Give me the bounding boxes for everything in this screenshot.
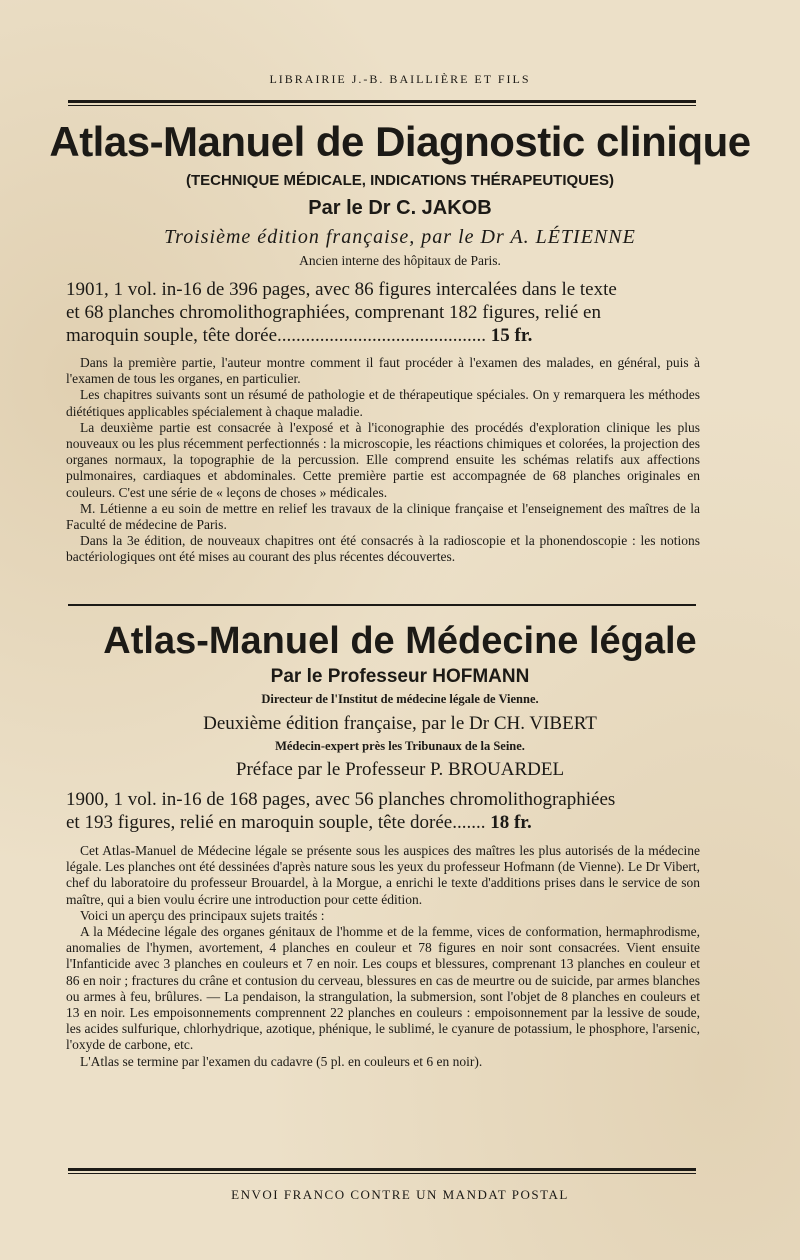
book2-price: 18 fr. — [490, 812, 532, 833]
book2-publication-details — [66, 788, 700, 834]
book2-paragraph: L'Atlas se termine par l'examen du cadavre (5 pl. en couleurs et 6 en noir). — [80, 1053, 483, 1069]
book2-editor-note: Médecin-expert près les Tribunaux de la Seine. — [275, 739, 525, 753]
book2-edition: Deuxième édition française, par le Dr CH. VIBERT — [203, 713, 597, 734]
book1-subtitle: (TECHNIQUE MÉDICALE, INDICATIONS THÉRAPEUTIQUES) — [185, 172, 615, 189]
section-divider — [68, 604, 696, 606]
book1-author: Par le Dr C. JAKOB — [308, 197, 492, 219]
book1-description — [66, 355, 700, 566]
bottom-rule-thin — [68, 1173, 696, 1174]
book1-paragraph: Les chapitres suivants sont un résumé de pathologie et de thérapeutique spéciales. On y remarquera les méthodes diététiques applicables spécialement à chaque maladie. — [66, 387, 700, 419]
book1-paragraph: La deuxième partie est consacrée à l'exposé et à l'iconographie des procédés d'exploration clinique les plus nouveaux ou les plus récemment perfectionnés : la microscopie, les réactions chimiques et colorées, la projection des organes normaux, la topographie de la percussion. Elle comprend ensuite les schémas relatifs aux affections pulmonaires, cardiaques et abdominales. Cette première partie est accompagnée de 68 planches originales en couleurs. C'est une série de « leçons de choses » médicales. — [66, 419, 700, 500]
book2-author-note: Directeur de l'Institut de médecine légale de Vienne. — [261, 692, 539, 706]
book2-paragraph: Voici un aperçu des principaux sujets traités : — [80, 907, 325, 923]
book2-title: Atlas-Manuel de Médecine légale — [103, 620, 697, 662]
book1-leader-dots: ............................................ — [277, 325, 487, 346]
book2-preface: Préface par le Professeur P. BROUARDEL — [235, 759, 565, 780]
book1-title: Atlas-Manuel de Diagnostic clinique — [49, 118, 751, 165]
book2-pub-line2-row — [66, 811, 700, 834]
book1-pub-line3: maroquin souple, tête dorée — [66, 325, 278, 346]
footer-note: ENVOI FRANCO CONTRE UN MANDAT POSTAL — [231, 1187, 569, 1202]
book1-edition: Troisième édition française, par le Dr A. LÉTIENNE — [164, 226, 636, 248]
top-rule — [68, 100, 696, 103]
book2-leader-dots: ....... — [452, 812, 486, 833]
book1-publication-details — [66, 278, 700, 347]
book1-paragraph: Dans la première partie, l'auteur montre comment il faut procéder à l'examen des malades, en général, puis à l'examen de tous les organes, en particulier. — [66, 355, 700, 387]
book2-pub-line2: et 193 figures, relié en maroquin souple, tête dorée — [66, 812, 453, 833]
book1-pub-line2: et 68 planches chromolithographiées, comprenant 182 figures, relié en — [66, 302, 601, 323]
publisher-header: LIBRAIRIE J.-B. BAILLIÈRE ET FILS — [269, 72, 531, 86]
top-rule-thin — [68, 105, 696, 106]
book1-pub-line1: 1901, 1 vol. in-16 de 396 pages, avec 86 figures intercalées dans le texte — [66, 279, 617, 300]
book2-description — [66, 843, 700, 1070]
bottom-rule — [68, 1168, 696, 1171]
book1-paragraph: Dans la 3e édition, de nouveaux chapitres ont été consacrés à la radioscopie et la phonendoscopie : les notions bactériologiques ont été mises au courant des plus récentes découvertes. — [66, 533, 700, 565]
book1-editor-note: Ancien interne des hôpitaux de Paris. — [299, 253, 501, 268]
book1-pub-line3-row — [66, 324, 700, 347]
book1-price: 15 fr. — [490, 325, 533, 346]
book1-paragraph: M. Létienne a eu soin de mettre en relief les travaux de la clinique française et l'enseignement des maîtres de la Faculté de médecine de Paris. — [66, 500, 700, 533]
book2-paragraph: A la Médecine légale des organes génitaux de l'homme et de la femme, vices de conformation, hermaphrodisme, anomalies de l'hymen, avortement, 4 planches en couleur et 78 figures en noir sont consacrées. Vient ensuite l'Infanticide avec 3 planches en couleurs et 7 en noir. Les coups et blessures, comprenant 13 planches en couleur et 86 en noir ; fractures du crâne et contusion du cerveau, blessures en cas de meurtre ou de suicide, par armes blanches ou armes à feu, brûlures. — La pendaison, la strangulation, la submersion, sont l'objet de 8 planches en couleurs et 13 en noir. Les empoisonnements comprennent 22 planches en couleurs : empoisonnement par la lessive de soude, les acides sulfurique, chlorhydrique, azotique, phénique, le sublimé, le cyanure de potassium, le phosphore, l'arsenic, l'oxyde de carbone, etc. — [66, 924, 700, 1053]
book2-pub-line1: 1900, 1 vol. in-16 de 168 pages, avec 56 planches chromolithographiées — [66, 789, 616, 810]
book2-paragraph: Cet Atlas-Manuel de Médecine légale se présente sous les auspices des maîtres les plus autorisés de la médecine légale. Les planches ont été dessinées d'après nature sous les yeux du professeur Hofmann (de Vienne). Le Dr Vibert, chef du laboratoire du professeur Brouardel, à la Morgue, a enrichi le texte d'additions prises dans le service de son maître, qui a bien voulu écrire une introduction pour cette édition. — [66, 843, 700, 907]
book2-author: Par le Professeur HOFMANN — [270, 666, 530, 687]
